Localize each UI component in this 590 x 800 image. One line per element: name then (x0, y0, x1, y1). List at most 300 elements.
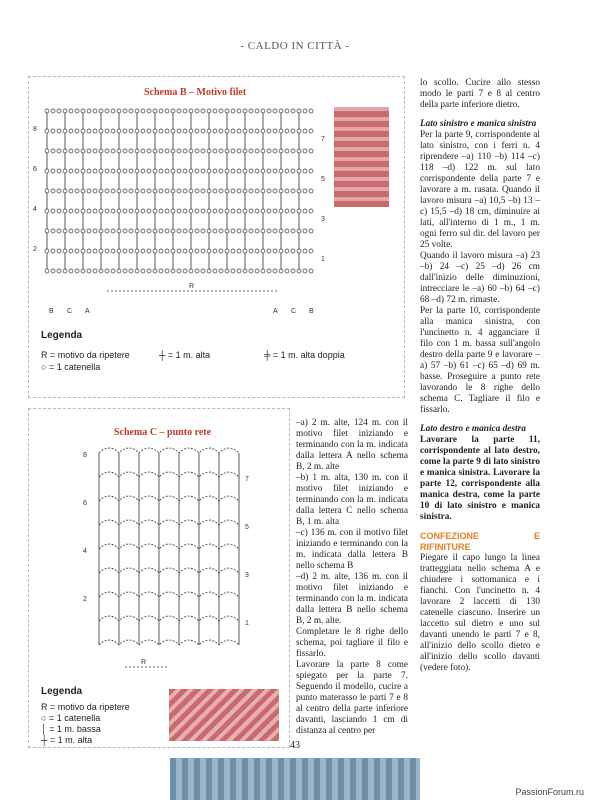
tr-icon: ╪ (264, 350, 271, 360)
chain-stitch (267, 189, 271, 193)
chain-stitch (81, 249, 85, 253)
chain-stitch (231, 149, 235, 153)
chain-stitch (243, 249, 247, 253)
chain-stitch (309, 189, 313, 193)
chain-stitch (177, 149, 181, 153)
chain-stitch (189, 109, 193, 113)
chain-stitch (99, 109, 103, 113)
chain-stitch (123, 229, 127, 233)
chain-stitch (159, 269, 163, 273)
chain-stitch (81, 169, 85, 173)
chain-stitch (261, 209, 265, 213)
chain-stitch (243, 109, 247, 113)
chain-stitch (189, 229, 193, 233)
chain-stitch (165, 209, 169, 213)
chain-stitch (243, 169, 247, 173)
chain-stitch (201, 149, 205, 153)
knit-photo-strip (170, 758, 420, 800)
chain-stitch (255, 249, 259, 253)
chain-stitch (147, 109, 151, 113)
chain-stitch (273, 269, 277, 273)
chain-stitch (141, 129, 145, 133)
chain-stitch (231, 249, 235, 253)
chain-stitch (291, 129, 295, 133)
chain-stitch (273, 149, 277, 153)
middle-column: –a) 2 m. alte, 124 m. con il motivo filet iniziando e terminando con la m. indicata dalla lettera A nello schema B, 2 m. alte –b) 1 m. alta, 130 m. con il motivo filet iniziando e terminando con la m. indicata dalla lettera C nello schema B, 1 m. alta –c) 136 m. con il motivo filet iniziando e terminando con la m. indicata dalla lettera B nello schema B –d) 2 m. alte, 136 m. con il motivo filet iniziando e terminando con la m. indicata dalla lettera B nello schema B, 2 m. alte. Completare le 8 righe dello schema, poi tagliare il filo e fissarlo. Lavorare la parte 8 come spiegato per la parte 7. Seguendo il modello, cucire a punto materasso le parti 7 e 8 al centro della parte inferiore davanti, lasciando 1 cm di distanza al centro per (296, 418, 408, 736)
chain-stitch (165, 229, 169, 233)
chain-stitch (231, 229, 235, 233)
chain-stitch (207, 269, 211, 273)
row-number-left: 2 (33, 246, 37, 253)
row-number-right: 5 (245, 524, 249, 531)
chain-stitch (207, 209, 211, 213)
row-number-left: 2 (83, 596, 87, 603)
chain-stitch (183, 129, 187, 133)
chain-stitch (51, 189, 55, 193)
chain-stitch (69, 249, 73, 253)
chain-stitch (63, 189, 67, 193)
chain-stitch (129, 229, 133, 233)
chain-stitch (207, 249, 211, 253)
chain-stitch (111, 109, 115, 113)
chain-stitch (123, 189, 127, 193)
chain-stitch (255, 229, 259, 233)
chain-loop-row (99, 616, 239, 621)
chain-stitch (129, 109, 133, 113)
chain-stitch (111, 169, 115, 173)
chain-stitch (177, 189, 181, 193)
row-number-left: 4 (83, 548, 87, 555)
chain-stitch (165, 129, 169, 133)
chain-stitch (279, 109, 283, 113)
schema-b-title: Schema B – Motivo filet (144, 87, 247, 98)
chain-stitch (153, 249, 157, 253)
chain-stitch (165, 109, 169, 113)
chain-stitch (285, 209, 289, 213)
chain-stitch (135, 209, 139, 213)
chain-stitch (105, 209, 109, 213)
chain-stitch (81, 129, 85, 133)
chain-stitch (177, 209, 181, 213)
chain-stitch (297, 149, 301, 153)
chain-stitch (225, 149, 229, 153)
chain-stitch (285, 189, 289, 193)
row-number-left: 8 (33, 126, 37, 133)
chain-stitch (249, 269, 253, 273)
chain-stitch (231, 209, 235, 213)
legend-c-repeat: R = motivo da ripetere (41, 702, 130, 712)
column-letter: B (309, 308, 314, 315)
schema-c-legend-title: Legenda (41, 686, 83, 697)
chain-stitch (171, 189, 175, 193)
chain-stitch (225, 129, 229, 133)
chain-stitch (309, 129, 313, 133)
chain-stitch (201, 249, 205, 253)
chain-stitch (219, 229, 223, 233)
sc-icon: │ (41, 724, 47, 734)
chain-stitch (255, 169, 259, 173)
chain-stitch (201, 189, 205, 193)
chain-stitch (273, 209, 277, 213)
chain-stitch (69, 129, 73, 133)
chain-stitch (249, 209, 253, 213)
chain-stitch (51, 149, 55, 153)
chain-stitch (159, 209, 163, 213)
chain-stitch (249, 109, 253, 113)
chain-stitch (51, 229, 55, 233)
chain-stitch (135, 169, 139, 173)
chain-stitch (135, 189, 139, 193)
chain-stitch (129, 209, 133, 213)
chain-stitch (267, 209, 271, 213)
chain-stitch (123, 249, 127, 253)
chain-stitch (57, 249, 61, 253)
chain-stitch (249, 189, 253, 193)
chain-stitch (87, 129, 91, 133)
column-letter: A (273, 308, 278, 315)
chain-stitch (189, 189, 193, 193)
chain-stitch (225, 189, 229, 193)
chain-stitch (165, 249, 169, 253)
chain-stitch (195, 149, 199, 153)
running-header: - CALDO IN CITTÀ - (240, 40, 350, 52)
chain-stitch (81, 149, 85, 153)
chain-icon: ○ (41, 362, 47, 372)
chain-stitch (105, 109, 109, 113)
chain-stitch (273, 129, 277, 133)
chain-stitch (207, 129, 211, 133)
legend-c-dc: ┼ = 1 m. alta (41, 735, 93, 745)
chain-stitch (171, 229, 175, 233)
chain-stitch (45, 129, 49, 133)
chain-stitch (183, 249, 187, 253)
chain-stitch (87, 169, 91, 173)
chain-stitch (297, 229, 301, 233)
chain-stitch (297, 109, 301, 113)
chain-stitch (75, 249, 79, 253)
chain-stitch (261, 249, 265, 253)
chain-stitch (93, 209, 97, 213)
chain-stitch (81, 229, 85, 233)
chain-stitch (285, 129, 289, 133)
chain-stitch (123, 169, 127, 173)
chain-stitch (255, 129, 259, 133)
chain-stitch (255, 189, 259, 193)
chain-stitch (147, 149, 151, 153)
chain-stitch (147, 229, 151, 233)
chain-stitch (123, 129, 127, 133)
chain-stitch (285, 169, 289, 173)
chain-stitch (213, 169, 217, 173)
chain-stitch (261, 269, 265, 273)
chain-stitch (81, 109, 85, 113)
chain-stitch (255, 149, 259, 153)
chain-stitch (201, 129, 205, 133)
chain-stitch (195, 249, 199, 253)
chain-stitch (135, 229, 139, 233)
chain-stitch (255, 269, 259, 273)
chain-stitch (117, 149, 121, 153)
chain-stitch (231, 109, 235, 113)
chain-stitch (87, 209, 91, 213)
chain-stitch (303, 189, 307, 193)
chain-stitch (195, 209, 199, 213)
chain-stitch (87, 269, 91, 273)
chain-stitch (291, 169, 295, 173)
chain-stitch (93, 149, 97, 153)
chain-stitch (45, 249, 49, 253)
row-number-right: 3 (321, 216, 325, 223)
chain-stitch (69, 269, 73, 273)
page-number: 43 (290, 740, 300, 751)
chain-stitch (255, 109, 259, 113)
chain-stitch (285, 229, 289, 233)
chain-stitch (303, 149, 307, 153)
chain-stitch (279, 209, 283, 213)
legend-c-chain: ○ = 1 catenella (41, 713, 101, 723)
chain-stitch (81, 189, 85, 193)
chain-stitch (69, 189, 73, 193)
chain-stitch (45, 269, 49, 273)
chain-stitch (291, 229, 295, 233)
chain-stitch (111, 129, 115, 133)
chain-stitch (201, 209, 205, 213)
chain-stitch (57, 209, 61, 213)
chain-stitch (279, 169, 283, 173)
chain-stitch (159, 249, 163, 253)
chain-stitch (81, 269, 85, 273)
chain-stitch (309, 269, 313, 273)
chain-stitch (189, 209, 193, 213)
chain-stitch (75, 169, 79, 173)
chain-stitch (201, 169, 205, 173)
subheading-right: Lato destro e manica destra (420, 424, 526, 434)
chain-stitch (225, 229, 229, 233)
chain-stitch (57, 229, 61, 233)
chain-stitch (261, 109, 265, 113)
chain-stitch (141, 269, 145, 273)
chain-loop-row (99, 544, 239, 549)
chain-loop-row (99, 496, 239, 501)
chain-stitch (303, 169, 307, 173)
chain-stitch (183, 269, 187, 273)
chain-stitch (57, 109, 61, 113)
chain-stitch (45, 229, 49, 233)
chain-stitch (219, 269, 223, 273)
chain-stitch (237, 109, 241, 113)
chain-stitch (69, 229, 73, 233)
chain-stitch (195, 269, 199, 273)
chain-stitch (261, 149, 265, 153)
chain-stitch (63, 149, 67, 153)
chain-stitch (273, 189, 277, 193)
chain-stitch (51, 109, 55, 113)
chain-stitch (237, 149, 241, 153)
chain-stitch (309, 229, 313, 233)
chain-stitch (57, 269, 61, 273)
chain-stitch (273, 109, 277, 113)
chain-stitch (99, 189, 103, 193)
chain-stitch (291, 109, 295, 113)
chain-stitch (183, 109, 187, 113)
chain-stitch (63, 109, 67, 113)
chain-stitch (297, 269, 301, 273)
chain-stitch (279, 269, 283, 273)
row-number-right: 3 (245, 572, 249, 579)
chain-stitch (279, 189, 283, 193)
chain-stitch (105, 129, 109, 133)
chain-stitch (237, 269, 241, 273)
chain-stitch (309, 109, 313, 113)
chain-stitch (225, 109, 229, 113)
chain-stitch (117, 209, 121, 213)
chain-stitch (303, 129, 307, 133)
chain-stitch (177, 269, 181, 273)
schema-b-box (28, 76, 405, 398)
column-letter: C (291, 308, 297, 315)
chain-stitch (291, 269, 295, 273)
chain-stitch (93, 229, 97, 233)
chain-stitch (153, 129, 157, 133)
chain-stitch (111, 269, 115, 273)
chain-loop-row (99, 592, 239, 597)
chain-stitch (87, 109, 91, 113)
chain-stitch (219, 169, 223, 173)
chain-stitch (213, 109, 217, 113)
chain-stitch (51, 169, 55, 173)
chain-stitch (63, 269, 67, 273)
chain-stitch (189, 169, 193, 173)
column-letter: A (85, 308, 90, 315)
chain-stitch (129, 249, 133, 253)
chain-stitch (249, 149, 253, 153)
schema-b-swatch (334, 107, 389, 207)
chain-stitch (189, 269, 193, 273)
chain-stitch (273, 249, 277, 253)
chain-stitch (111, 189, 115, 193)
chain-stitch (87, 249, 91, 253)
chain-stitch (285, 109, 289, 113)
chain-stitch (117, 169, 121, 173)
chain-stitch (93, 269, 97, 273)
chain-stitch (57, 149, 61, 153)
chain-stitch (267, 129, 271, 133)
chain-stitch (213, 149, 217, 153)
legend-c-sc: │ = 1 m. bassa (41, 724, 101, 734)
repeat-label: R (189, 283, 195, 290)
chain-stitch (111, 229, 115, 233)
chain-stitch (177, 109, 181, 113)
chain-stitch (267, 229, 271, 233)
chain-stitch (147, 269, 151, 273)
schema-b-legend-title: Legenda (41, 330, 83, 341)
chain-stitch (159, 189, 163, 193)
chain-stitch (81, 209, 85, 213)
chain-stitch (75, 229, 79, 233)
chain-stitch (105, 169, 109, 173)
chain-stitch (153, 269, 157, 273)
chain-stitch (147, 249, 151, 253)
chain-stitch (195, 169, 199, 173)
chain-loop-row (99, 448, 239, 453)
chain-stitch (153, 149, 157, 153)
chain-stitch (267, 169, 271, 173)
chain-stitch (279, 129, 283, 133)
chain-stitch (135, 109, 139, 113)
chain-stitch (75, 149, 79, 153)
chain-stitch (63, 229, 67, 233)
chain-stitch (213, 249, 217, 253)
chain-stitch (171, 249, 175, 253)
chain-stitch (225, 249, 229, 253)
chain-stitch (159, 109, 163, 113)
chain-stitch (267, 149, 271, 153)
chain-stitch (219, 129, 223, 133)
legend-dc: ┼ = 1 m. alta (159, 350, 211, 360)
chain-stitch (219, 149, 223, 153)
chain-stitch (57, 169, 61, 173)
chain-stitch (285, 269, 289, 273)
chain-stitch (303, 209, 307, 213)
chain-stitch (297, 169, 301, 173)
row-number-right: 1 (245, 620, 249, 627)
chain-stitch (249, 229, 253, 233)
chain-stitch (171, 109, 175, 113)
subheading-left: Lato sinistro e manica sinistra (420, 119, 537, 129)
chain-stitch (297, 129, 301, 133)
chain-stitch (303, 109, 307, 113)
chain-stitch (51, 209, 55, 213)
row-number-left: 4 (33, 206, 37, 213)
chain-stitch (87, 189, 91, 193)
chain-stitch (129, 269, 133, 273)
chain-stitch (87, 229, 91, 233)
chain-stitch (219, 189, 223, 193)
chain-stitch (237, 209, 241, 213)
chain-stitch (195, 109, 199, 113)
chain-stitch (291, 189, 295, 193)
chain-stitch (99, 249, 103, 253)
chain-stitch (291, 209, 295, 213)
chain-stitch (165, 269, 169, 273)
chain-stitch (147, 129, 151, 133)
chain-stitch (99, 229, 103, 233)
chain-stitch (201, 109, 205, 113)
chain-stitch (111, 209, 115, 213)
chain-loop-row (99, 472, 239, 477)
chain-stitch (57, 189, 61, 193)
row-number-right: 7 (245, 476, 249, 483)
chain-stitch (123, 109, 127, 113)
chain-stitch (159, 149, 163, 153)
chain-stitch (147, 169, 151, 173)
chain-stitch (171, 169, 175, 173)
chain-stitch (309, 249, 313, 253)
chain-stitch (291, 249, 295, 253)
chain-stitch (213, 269, 217, 273)
chain-stitch (153, 209, 157, 213)
chain-stitch (99, 129, 103, 133)
chain-stitch (63, 169, 67, 173)
chain-stitch (243, 189, 247, 193)
chain-stitch (135, 269, 139, 273)
chain-stitch (231, 189, 235, 193)
row-number-left: 6 (83, 500, 87, 507)
chain-stitch (195, 229, 199, 233)
chain-stitch (225, 269, 229, 273)
chain-stitch (93, 109, 97, 113)
chain-stitch (279, 249, 283, 253)
